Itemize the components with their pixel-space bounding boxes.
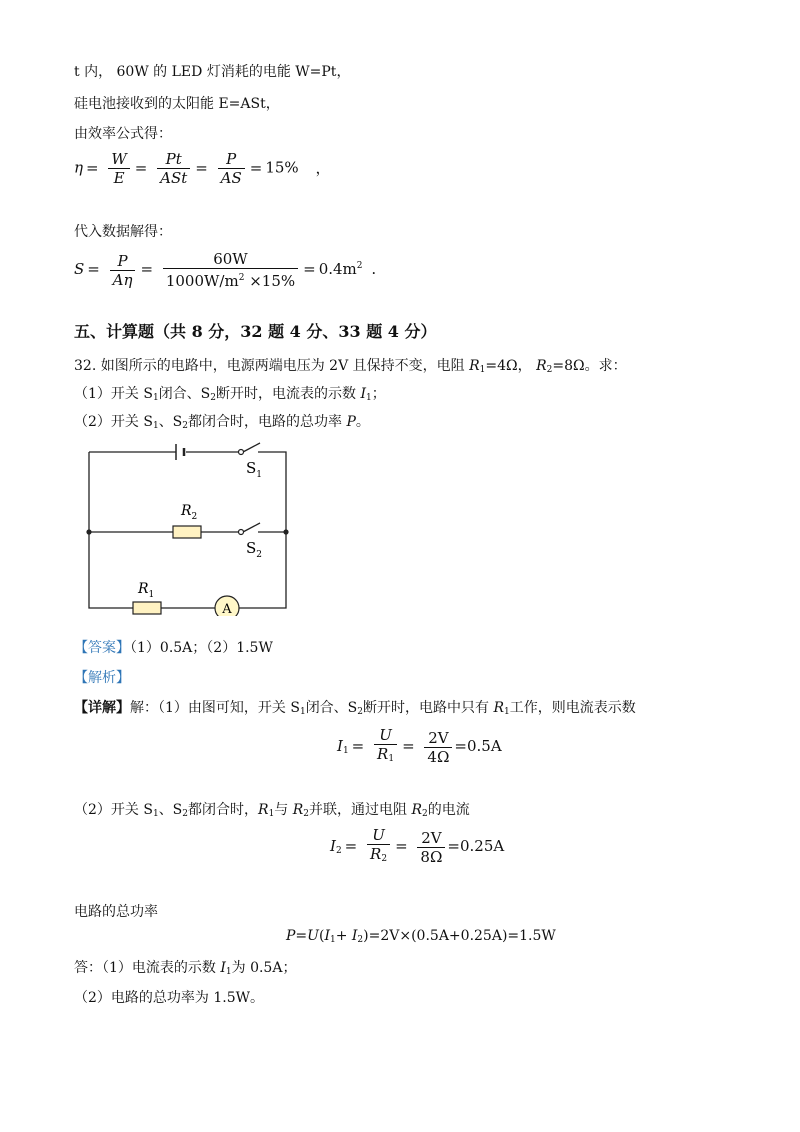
- detail-line: 【详解】解：（1）由图可知，开关 $S_1$闭合、$S_2$断开时，电路中只有 $R_1$工作，则电流表示数: [74, 700, 636, 717]
- i2-result: =0.25A: [447, 837, 505, 855]
- equation-area: S = $\frac{P}{A\eta}$ = $\frac{60W}{1000W/m^2 \times 15\%}$ = $0.4m^2$ .: [74, 250, 377, 290]
- equation-efficiency: η = $\frac{W}{E}$ = $\frac{Pt}{\text{ASt}}$ = $\frac{P}{AS}$ = 15% ，: [74, 150, 331, 187]
- switch-s2-label: $S_2$: [246, 539, 263, 560]
- part2-line: （2）开关 $S_1$、$S_2$都闭合时，$R_1$与 $R_2$并联，通过电阻 $R_2$的电流: [74, 802, 470, 819]
- junction-right: [283, 529, 288, 534]
- analysis-tag: 【解析】: [74, 670, 130, 686]
- switch-s1-pivot: [239, 450, 244, 455]
- fraction-2v-over-4ohm: $\frac{2V}{4\Omega}$: [424, 729, 452, 766]
- question-32-part1: （1）开关 $S_1$闭合、$S_2$断开时，电流表的示数 $I_1$；: [74, 386, 386, 403]
- equation-power: $P=U(I_1+ I_2)=2V\times(0.5A+0.25A)=1.5W$: [286, 928, 556, 945]
- eta-symbol: η: [74, 158, 83, 177]
- fraction-2v-over-8ohm: $\frac{2V}{8\Omega}$: [417, 829, 445, 866]
- punctuation: ，: [315, 158, 331, 177]
- fraction-p-over-as: $\frac{P}{AS}$: [218, 150, 245, 187]
- switch-s1-label: $S_1$: [246, 459, 263, 480]
- fraction-w-over-e: $\frac{W}{E}$: [108, 150, 129, 187]
- text-line-solar: 硅电池接收到的太阳能 E=ASt，: [74, 96, 280, 112]
- final-answer-1: 答：（1）电流表的示数 $I_1$为 0.5A；: [74, 960, 297, 977]
- junction-left: [86, 529, 91, 534]
- fraction-u-over-r2: $\frac{U}{R_2}$: [367, 826, 390, 868]
- question-32-stem: 32. 如图所示的电路中，电源两端电压为 2V 且保持不变，电阻 $R_1=4\Omega$， $R_2=8\Omega$。求：: [74, 358, 627, 375]
- resistor-r2: [173, 526, 201, 538]
- area-result: 0.4m: [318, 260, 357, 278]
- text-line-substitute: 代入数据解得：: [74, 224, 172, 240]
- switch-s2-pivot: [239, 530, 244, 535]
- text-line-energy: t 内， 60W 的 LED 灯消耗的电能 W=Pt，: [74, 64, 351, 80]
- question-32-part2: （2）开关 $S_1$、$S_2$都闭合时，电路的总功率 P。: [74, 414, 370, 431]
- answer-line: 【答案】（1）0.5A；（2）1.5W: [74, 640, 273, 656]
- resistor-r2-label: $R_2$: [181, 503, 198, 522]
- fraction-pt-over-ast: $\frac{Pt}{\text{ASt}}$: [157, 150, 190, 187]
- equation-i2: $I_2$ = $\frac{U}{R_2}$ = $\frac{2V}{8\Omega}$ =0.25A: [330, 826, 504, 868]
- area-symbol: S: [74, 260, 85, 278]
- section-heading: 五、计算题（共 8 分，32 题 4 分、33 题 4 分）: [74, 322, 437, 341]
- fraction-p-over-aeta: $\frac{P}{A\eta}$: [110, 252, 136, 289]
- text-line-efficiency-intro: 由效率公式得：: [74, 126, 172, 142]
- i1-result: =0.5A: [454, 737, 502, 755]
- resistor-r1-label: $R_1$: [138, 581, 155, 600]
- fraction-u-over-r1: $\frac{U}{R_1}$: [374, 726, 397, 768]
- circuit-diagram: [80, 436, 300, 616]
- resistor-r1: [133, 602, 161, 614]
- power-label: 电路的总功率: [74, 904, 158, 920]
- fraction-substituted: $\frac{60W}{1000W/m^2 \times 15\%}$: [163, 250, 298, 290]
- punctuation: .: [371, 260, 377, 278]
- equation-i1: $I_1$ = $\frac{U}{R_1}$ = $\frac{2V}{4\Omega}$ =0.5A: [337, 726, 502, 768]
- efficiency-result: 15%: [265, 158, 299, 177]
- final-answer-2: （2）电路的总功率为 1.5W。: [74, 990, 265, 1006]
- ammeter-label: A: [222, 602, 232, 616]
